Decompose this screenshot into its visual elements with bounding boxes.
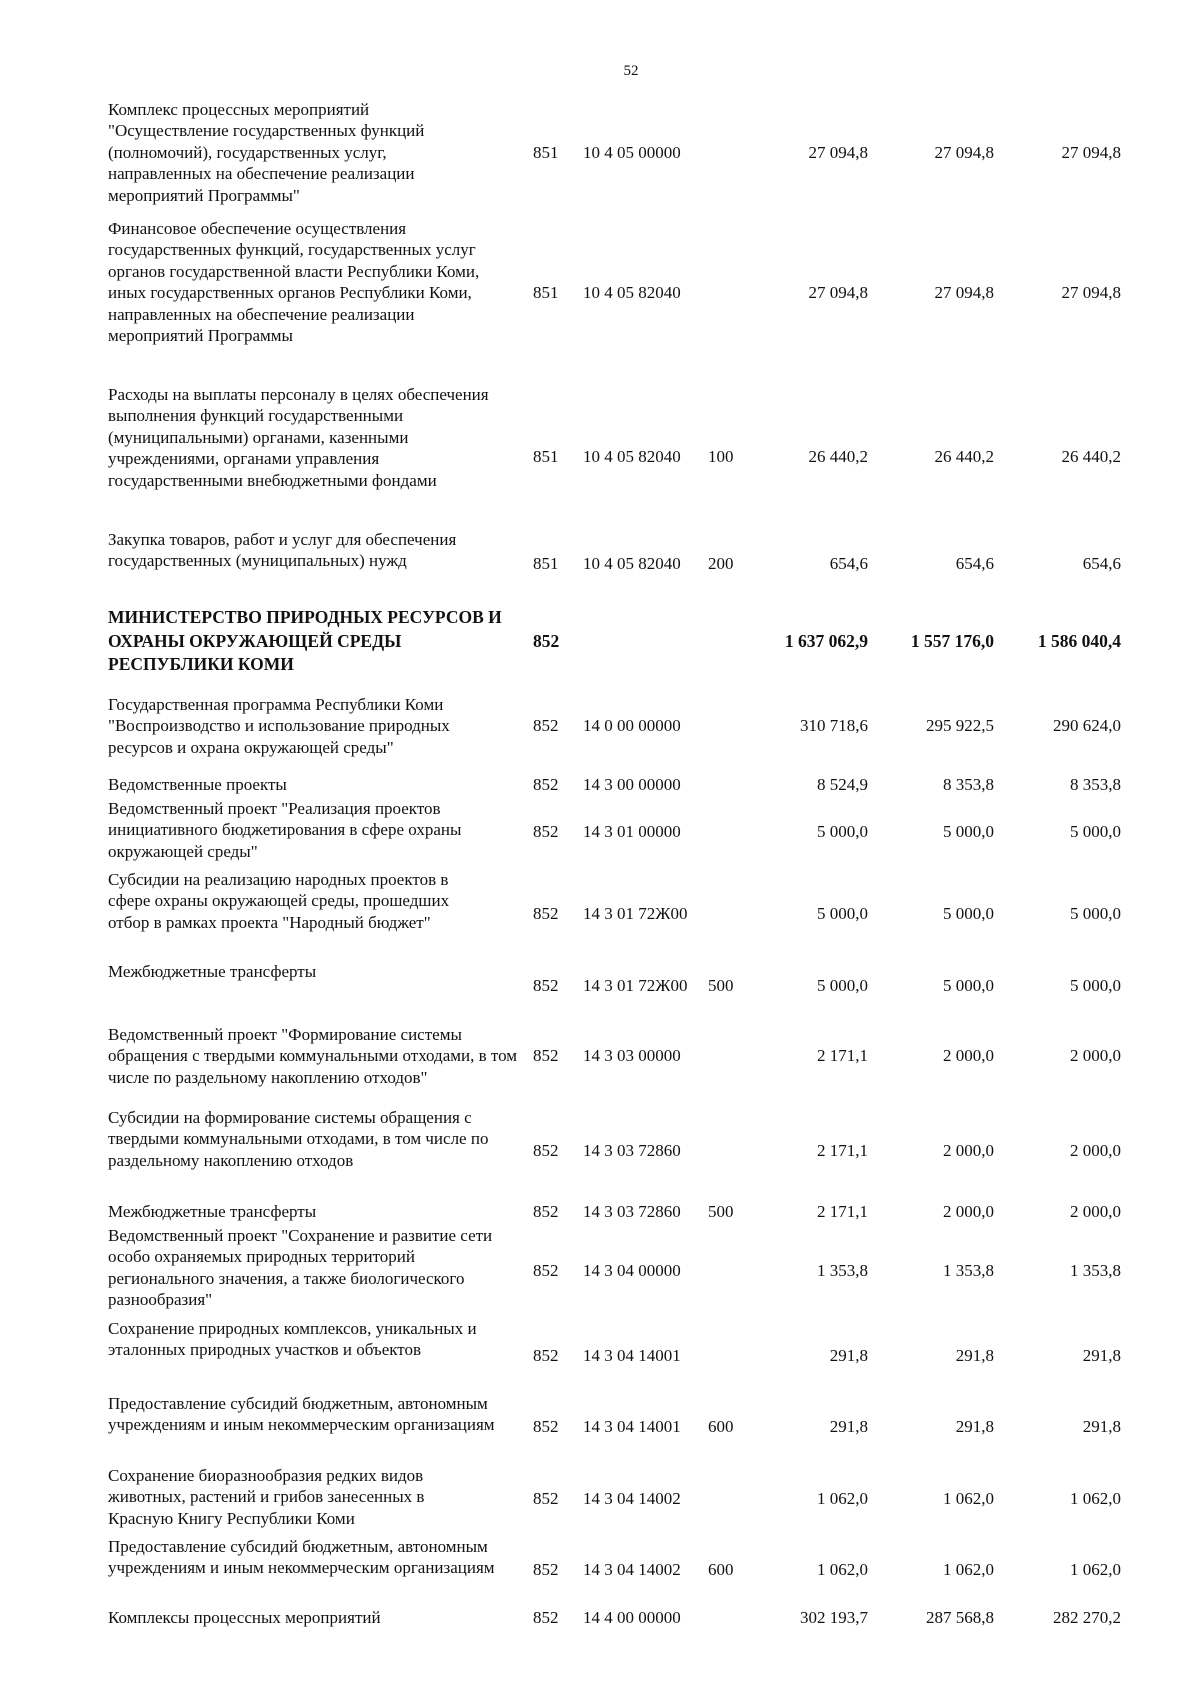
row-value-2027: 5 000,0	[1070, 904, 1121, 923]
row-description: Предоставление субсидий бюджетным, автономным учреждениям и иным некоммерческим организациям	[108, 1537, 495, 1578]
row-description: Расходы на выплаты персоналу в целях обеспечения выполнения функций государственными (муниципальными) органами, казенными учреждениями, органами управления государственными внебюджетными фондами	[108, 385, 489, 490]
row-description: Ведомственный проект "Реализация проектов инициативного бюджетирования в сфере охраны окружающей среды"	[108, 799, 462, 861]
row-description: МИНИСТЕРСТВО ПРИРОДНЫХ РЕСУРСОВ И ОХРАНЫ ОКРУЖАЮЩЕЙ СРЕДЫ РЕСПУБЛИКИ КОМИ	[108, 607, 502, 674]
row-value-2027: 291,8	[1082, 1346, 1121, 1365]
row-csr: 14 3 03 72860	[583, 1202, 681, 1221]
row-ved: 852	[533, 1489, 559, 1508]
row-value-2025: 5 000,0	[817, 822, 868, 841]
row-value-2025: 2 171,1	[817, 1202, 868, 1221]
row-description: Межбюджетные трансферты	[108, 1202, 317, 1221]
row-value-2027: 5 000,0	[1070, 822, 1121, 841]
row-value-2025: 310 718,6	[800, 716, 868, 735]
row-ved: 851	[533, 554, 559, 573]
row-ved: 852	[533, 1346, 559, 1365]
row-value-2027: 1 586 040,4	[1037, 631, 1121, 651]
row-csr: 14 3 04 14002	[583, 1489, 681, 1508]
row-value-2026: 2 000,0	[943, 1202, 994, 1221]
row-value-2025: 8 524,9	[817, 775, 868, 794]
row-value-2025: 1 062,0	[817, 1489, 868, 1508]
row-value-2026: 1 557 176,0	[910, 631, 994, 651]
row-value-2026: 26 440,2	[934, 447, 994, 466]
row-ved: 851	[533, 143, 559, 162]
row-value-2027: 1 062,0	[1070, 1489, 1121, 1508]
row-ved: 852	[533, 1608, 559, 1627]
row-csr: 14 3 04 14001	[583, 1417, 681, 1436]
row-description: Ведомственный проект "Формирование системы обращения с твердыми коммунальными отходами, в том числе по раздельному накоплению отходов"	[108, 1025, 518, 1087]
row-description: Субсидии на формирование системы обращения с твердыми коммунальными отходами, в том числе по раздельному накоплению отходов	[108, 1108, 489, 1170]
row-csr: 14 3 01 72Ж00	[583, 904, 688, 923]
row-csr: 14 3 01 72Ж00	[583, 976, 688, 995]
row-csr: 14 3 04 14002	[583, 1560, 681, 1579]
row-csr: 14 3 03 00000	[583, 1046, 681, 1065]
row-csr: 14 3 04 14001	[583, 1346, 681, 1365]
row-csr: 14 0 00 00000	[583, 716, 681, 735]
row-value-2025: 26 440,2	[808, 447, 868, 466]
row-vr: 200	[708, 554, 734, 573]
row-value-2026: 2 000,0	[943, 1046, 994, 1065]
row-value-2025: 27 094,8	[808, 143, 868, 162]
row-ved: 852	[533, 775, 559, 794]
row-value-2026: 654,6	[955, 554, 994, 573]
row-ved: 852	[533, 716, 559, 735]
row-ved: 852	[533, 1202, 559, 1221]
row-csr: 10 4 05 00000	[583, 143, 681, 162]
row-value-2027: 27 094,8	[1061, 143, 1121, 162]
row-value-2025: 291,8	[829, 1346, 868, 1365]
row-value-2027: 26 440,2	[1061, 447, 1121, 466]
row-value-2026: 295 922,5	[926, 716, 994, 735]
row-value-2025: 27 094,8	[808, 283, 868, 302]
row-value-2027: 27 094,8	[1061, 283, 1121, 302]
row-ved: 851	[533, 447, 559, 466]
page-number: 52	[623, 63, 639, 79]
row-value-2026: 27 094,8	[934, 143, 994, 162]
row-value-2027: 2 000,0	[1070, 1202, 1121, 1221]
row-value-2027: 2 000,0	[1070, 1141, 1121, 1160]
row-ved: 852	[533, 1141, 559, 1160]
row-value-2026: 1 353,8	[943, 1261, 994, 1280]
row-description: Предоставление субсидий бюджетным, автономным учреждениям и иным некоммерческим организациям	[108, 1394, 495, 1435]
row-csr: 14 4 00 00000	[583, 1608, 681, 1627]
row-description: Сохранение биоразнообразия редких видов животных, растений и грибов занесенных в Красную Книгу Республики Коми	[108, 1466, 425, 1528]
row-value-2027: 5 000,0	[1070, 976, 1121, 995]
row-ved: 852	[533, 1560, 559, 1579]
row-description: Сохранение природных комплексов, уникальных и эталонных природных участков и объектов	[108, 1319, 477, 1360]
row-csr: 14 3 01 00000	[583, 822, 681, 841]
row-value-2025: 5 000,0	[817, 904, 868, 923]
row-description: Комплекс процессных мероприятий "Осуществление государственных функций (полномочий), государственных услуг, направленных на обеспечение реализации мероприятий Программы"	[108, 100, 425, 205]
row-value-2025: 654,6	[829, 554, 868, 573]
row-description: Межбюджетные трансферты	[108, 962, 317, 981]
row-vr: 500	[708, 1202, 734, 1221]
row-csr: 10 4 05 82040	[583, 447, 681, 466]
row-description: Комплексы процессных мероприятий	[108, 1608, 381, 1627]
row-ved: 852	[533, 1261, 559, 1280]
row-value-2025: 1 353,8	[817, 1261, 868, 1280]
row-description: Государственная программа Республики Коми "Воспроизводство и использование природных ресурсов и охрана окружающей среды"	[108, 695, 450, 757]
row-description: Субсидии на реализацию народных проектов в сфере охраны окружающей среды, прошедших отбор в рамках проекта "Народный бюджет"	[108, 870, 450, 932]
row-ved: 851	[533, 283, 559, 302]
row-value-2027: 654,6	[1082, 554, 1121, 573]
row-ved: 852	[533, 976, 559, 995]
row-value-2026: 5 000,0	[943, 976, 994, 995]
row-value-2025: 1 062,0	[817, 1560, 868, 1579]
row-value-2027: 1 062,0	[1070, 1560, 1121, 1579]
row-value-2027: 8 353,8	[1070, 775, 1121, 794]
row-description: Закупка товаров, работ и услуг для обеспечения государственных (муниципальных) нужд	[108, 530, 457, 571]
row-value-2026: 2 000,0	[943, 1141, 994, 1160]
row-csr: 14 3 00 00000	[583, 775, 681, 794]
row-ved: 852	[533, 631, 560, 651]
row-value-2027: 2 000,0	[1070, 1046, 1121, 1065]
row-value-2026: 291,8	[955, 1346, 994, 1365]
row-value-2026: 5 000,0	[943, 904, 994, 923]
row-value-2027: 282 270,2	[1053, 1608, 1121, 1627]
row-value-2026: 1 062,0	[943, 1560, 994, 1579]
row-value-2025: 2 171,1	[817, 1046, 868, 1065]
row-csr: 14 3 03 72860	[583, 1141, 681, 1160]
row-value-2026: 27 094,8	[934, 283, 994, 302]
row-vr: 100	[708, 447, 734, 466]
row-value-2025: 5 000,0	[817, 976, 868, 995]
row-value-2025: 1 637 062,9	[784, 631, 868, 651]
row-csr: 10 4 05 82040	[583, 554, 681, 573]
row-ved: 852	[533, 904, 559, 923]
row-vr: 500	[708, 976, 734, 995]
row-csr: 14 3 04 00000	[583, 1261, 681, 1280]
row-ved: 852	[533, 822, 559, 841]
row-vr: 600	[708, 1417, 734, 1436]
row-value-2027: 291,8	[1082, 1417, 1121, 1436]
row-value-2027: 1 353,8	[1070, 1261, 1121, 1280]
row-description: Финансовое обеспечение осуществления государственных функций, государственных услуг органов государственной власти Республики Коми, иных государственных органов Республики Коми, направленных на обеспечение реализации мероприятий Программы	[108, 219, 480, 346]
row-value-2025: 291,8	[829, 1417, 868, 1436]
row-value-2026: 287 568,8	[926, 1608, 994, 1627]
row-vr: 600	[708, 1560, 734, 1579]
row-ved: 852	[533, 1417, 559, 1436]
row-ved: 852	[533, 1046, 559, 1065]
row-description: Ведомственные проекты	[108, 775, 287, 794]
row-value-2027: 290 624,0	[1053, 716, 1121, 735]
row-value-2025: 302 193,7	[800, 1608, 868, 1627]
row-value-2026: 5 000,0	[943, 822, 994, 841]
row-description: Ведомственный проект "Сохранение и развитие сети особо охраняемых природных территорий регионального значения, а также биологического разнообразия"	[108, 1226, 493, 1310]
row-csr: 10 4 05 82040	[583, 283, 681, 302]
row-value-2026: 1 062,0	[943, 1489, 994, 1508]
row-value-2026: 8 353,8	[943, 775, 994, 794]
row-value-2025: 2 171,1	[817, 1141, 868, 1160]
row-value-2026: 291,8	[955, 1417, 994, 1436]
